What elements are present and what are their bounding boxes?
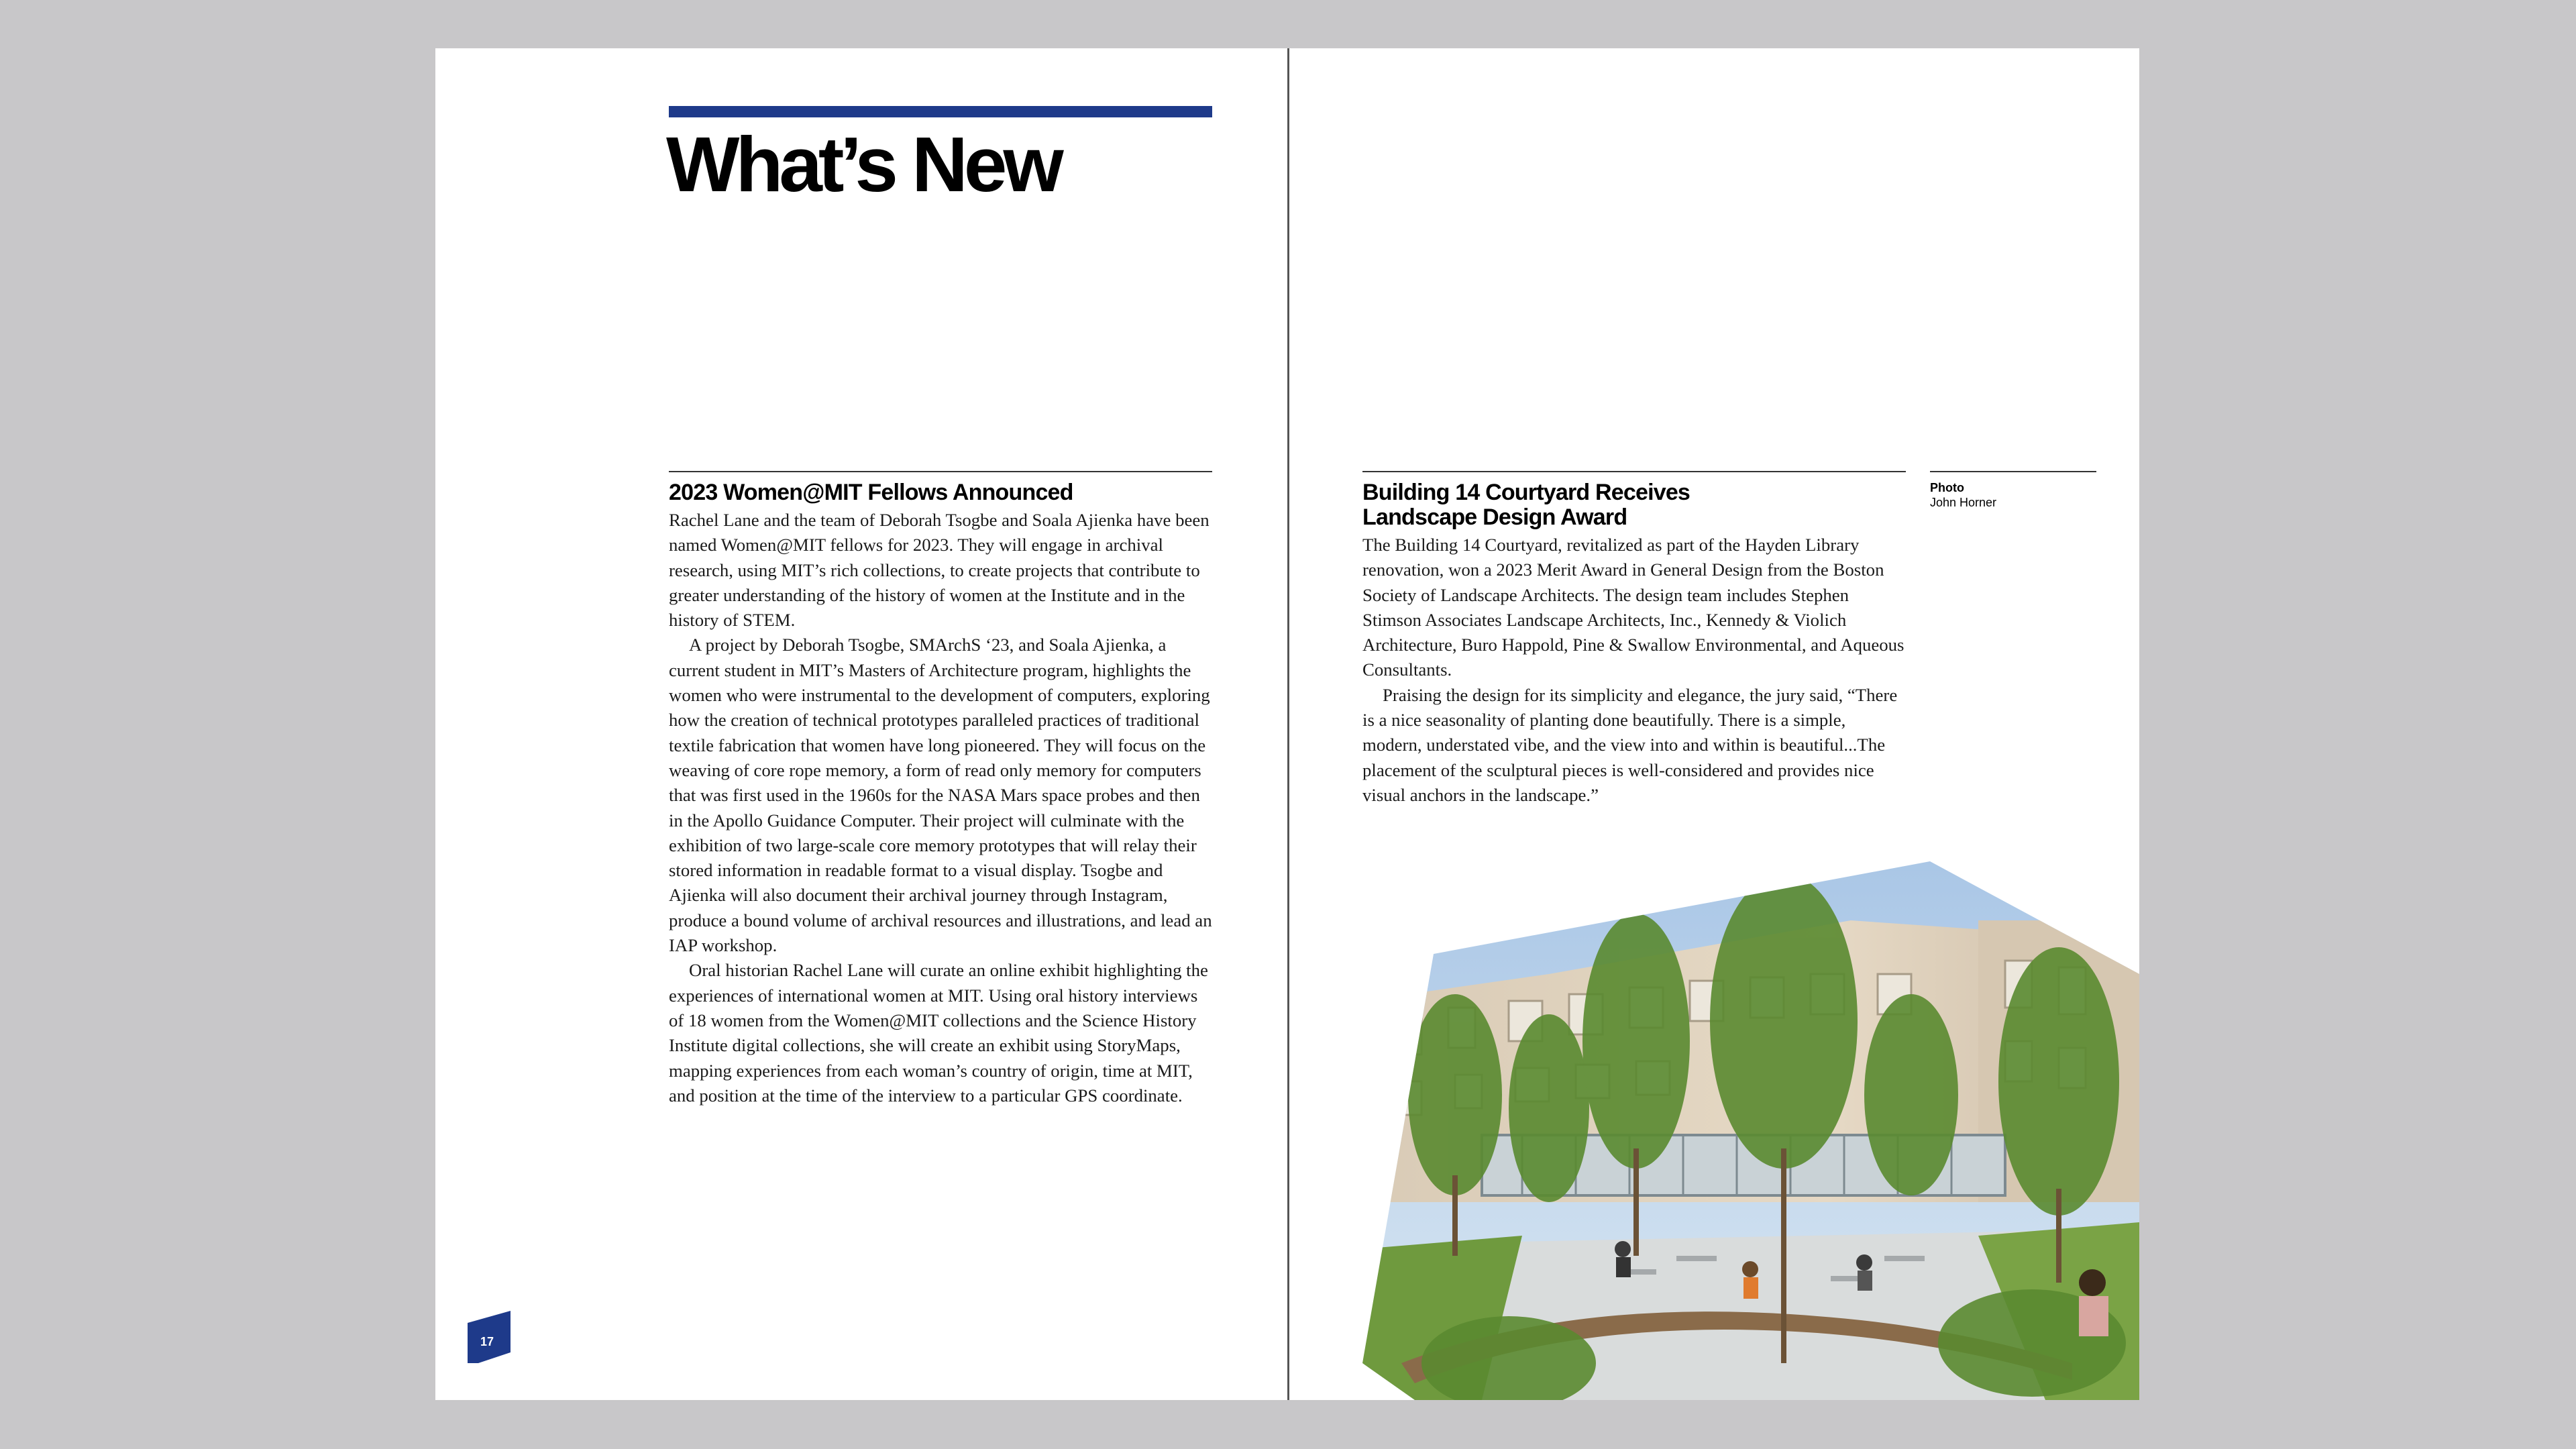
headline-line-1: Building 14 Courtyard Receives [1362,480,1690,505]
courtyard-photo [435,48,2139,1400]
article-paragraph: Oral historian Rachel Lane will curate an online exhibit highlighting the experiences of international women at MIT. Using oral history interviews of 18 women from the Women@MIT collections and the Science History Institute digital collections, she will create an exhibit using StoryMaps, mapping experiences from each woman’s country of origin, time at MIT, and position at the time of the interview to a particular GPS coordinate. [669,960,1208,1106]
photo-credit-label: Photo [1930,481,1964,494]
article-paragraph: Praising the design for its simplicity and elegance, the jury said, “There is a nice seasonality of planting done beautifully. There is a simple, modern, understated vibe, and the view into and within is beautiful...The placement of the sculptural pieces is well-considered and provides nice visual anchors in the landscape.” [1362,684,1898,805]
article-paragraph: The Building 14 Courtyard, revitalized as part of the Hayden Library renovation, won a 2023 Merit Award in General Design from the Boston Society of Landscape Architects. The design team includes Stephen Stimson Associates Landscape Architects, Inc., Kennedy & Violich Architecture, Buro Happold, Pine & Swallow Environmental, and Aqueous Consultants. [1362,535,1904,680]
article-headline: 2023 Women@MIT Fellows Announced [669,480,1073,505]
article-paragraph: Rachel Lane and the team of Deborah Tsogbe and Soala Ajienka have been named Women@MIT fellows for 2023. They will engage in archival research, using MIT’s rich collections, to create projects that contribute to greater understanding of the history of women at the Institute and in the history of STEM. [669,510,1210,631]
headline-line-2: Landscape Design Award [1362,504,1627,530]
page-number: 17 [480,1335,494,1348]
photo-credit-name: John Horner [1930,496,1997,509]
article-paragraph: A project by Deborah Tsogbe, SMArchS ‘23, and Soala Ajienka, a current student in MIT’s Masters of Architecture program, highlights the women who were instrumental to the development of computers, exploring how the creation of technical prototypes paralleled practices of traditional textile fabrication that women have long pioneered. They will focus on the weaving of core rope memory, a form of read only memory for computers that was first used in the 1960s for the NASA Mars space probes and then in the Apollo Guidance Computer. Their project will culminate with the exhibition of two large-scale core memory prototypes that will relay their stored information in readable format to a visual display. Tsogbe and Ajienka will also document their archival journey through Instagram, produce a bound volume of archival resources and illustrations, and lead an IAP workshop. [669,635,1212,956]
section-title: What’s New [666,121,1060,208]
magazine-spread [435,48,2139,1400]
